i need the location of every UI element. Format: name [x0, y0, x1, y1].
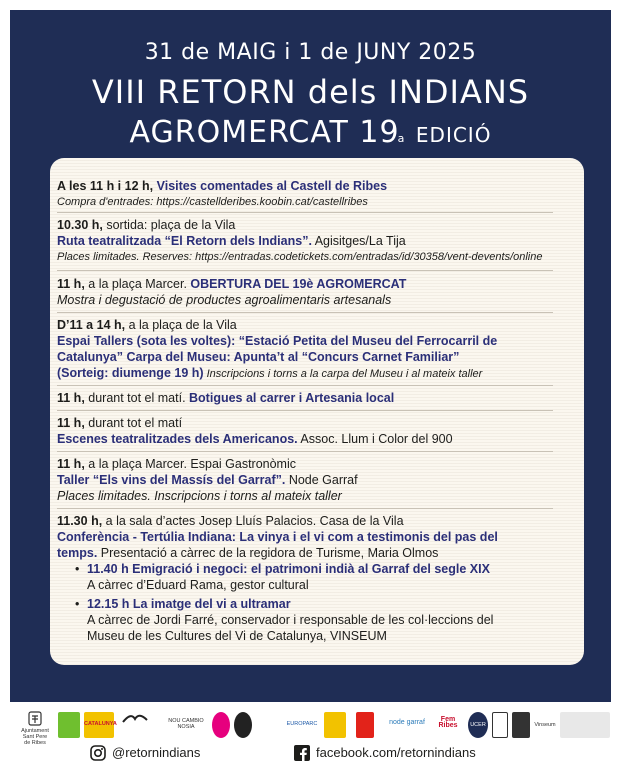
bird-icon — [121, 712, 149, 726]
event-2-place: sortida: plaça de la Vila — [102, 218, 236, 232]
edition-main: AGROMERCAT 19 — [129, 115, 400, 150]
event-8-sub-2 — [75, 596, 555, 644]
divider — [57, 451, 553, 452]
coat-of-arms-icon — [28, 712, 42, 726]
divider — [57, 385, 553, 386]
event-8-time: 11.30 h, — [57, 514, 103, 528]
dark-logo — [234, 712, 252, 738]
nou-cambio-label: NOU CAMBIO NOSIA — [168, 718, 204, 730]
sponsor-logos — [20, 712, 610, 746]
event-7-title: Taller “Els vins del Massís del Garraf”. — [57, 473, 286, 487]
catalunya-label: CATALUNYA — [84, 721, 117, 727]
event-7 — [57, 456, 553, 504]
bullet: • — [75, 597, 80, 611]
europarc-logo — [282, 712, 322, 738]
event-4-title-2: Catalunya” Carpa del Museu: Apunta’t al “Concurs Carnet Familiar” — [57, 350, 460, 364]
event-4 — [57, 317, 553, 382]
event-2-note: Places limitades. Reserves: https://entradas.codetickets.com/entradas/id/30358/vent-devents/online — [57, 251, 543, 263]
event-7-place: a la plaça Marcer. Espai Gastronòmic — [84, 457, 296, 471]
event-7-note: Places limitades. Inscripcions i torns al mateix taller — [57, 489, 342, 503]
event-8-sub-1 — [75, 561, 555, 593]
event-8-sub-2-desc-2: Museu de les Cultures del Vi de Catalunya, VINSEUM — [87, 629, 387, 643]
fem-ribes-logo — [432, 712, 464, 738]
event-5-title: Botigues al carrer i Artesania local — [189, 391, 395, 405]
event-4-note: Inscripcions i torns a la carpa del Museu i al mateix taller — [203, 368, 483, 380]
event-8-title-2: temps. — [57, 546, 98, 560]
facebook-icon[interactable] — [294, 745, 310, 761]
event-1 — [57, 178, 553, 210]
event-2 — [57, 217, 553, 265]
event-6-org: Assoc. Llum i Color del 900 — [297, 432, 453, 446]
event-7-org: Node Garraf — [285, 473, 358, 487]
nou-cambio-logo — [166, 712, 206, 738]
vinseum-logo — [534, 712, 556, 738]
event-2-org: Agisitges/La Tija — [311, 234, 406, 248]
divider — [57, 212, 553, 213]
europarc-label: EUROPARC — [286, 721, 318, 727]
event-6-place: durant tot el matí — [84, 416, 183, 430]
event-1-title: Visites comentades al Castell de Ribes — [156, 179, 388, 193]
vinseum-label: Vinseum — [534, 722, 556, 728]
event-2-time: 10.30 h, — [57, 218, 103, 232]
event-3-title: OBERTURA DEL 19è AGROMERCAT — [190, 277, 407, 291]
museum-logo — [560, 712, 610, 738]
node-garraf-label: node garraf — [389, 719, 425, 726]
event-8-sub-2-title: 12.15 h La imatge del vi a ultramar — [87, 597, 291, 611]
edition-word: EDICIÓ — [415, 123, 492, 147]
event-5 — [57, 390, 553, 406]
divider — [57, 270, 553, 271]
green-logo — [58, 712, 80, 738]
event-3-desc: Mostra i degustació de productes agroalimentaris artesanals — [57, 293, 392, 307]
event-8 — [57, 513, 553, 561]
event-dates: 31 de MAIG i 1 de JUNY 2025 — [144, 40, 477, 65]
edition-sup: a — [397, 132, 406, 145]
event-8-sub-1-desc: A càrrec d’Eduard Rama, gestor cultural — [87, 578, 309, 592]
divider — [57, 410, 553, 411]
event-4-title-3: (Sorteig: diumenge 19 h) — [57, 366, 204, 380]
event-8-sub-2-desc-1: A càrrec de Jordi Farré, conservador i responsable de les col·leccions del — [87, 613, 494, 627]
fem-ribes-label: Fem Ribes — [438, 716, 458, 729]
event-4-time: D’11 a 14 h, — [57, 318, 126, 332]
event-1-time: A les 11 h i 12 h, — [57, 179, 154, 193]
instagram-icon[interactable] — [90, 745, 106, 761]
event-title: VIII RETORN dels INDIANS — [91, 73, 530, 111]
edition-line — [10, 116, 611, 156]
event-8-place: a la sala d’actes Josep Lluís Palacios. Casa de la Vila — [102, 514, 404, 528]
event-3 — [57, 276, 553, 308]
event-4-title-1: Espai Tallers (sota les voltes): “Estació Petita del Museu del Ferrocarril de — [57, 334, 498, 348]
bird-logo — [120, 712, 150, 738]
yellow-logo — [324, 712, 346, 738]
ucer-label: UCER — [470, 722, 486, 728]
event-2-title: Ruta teatralitzada “El Retorn dels Indians”. — [57, 234, 312, 248]
footer — [0, 745, 621, 767]
divider — [57, 508, 553, 509]
event-6-title: Escenes teatralitzades dels Americanos. — [57, 432, 298, 446]
event-4-place: a la plaça de la Vila — [125, 318, 237, 332]
event-3-time: 11 h, — [57, 277, 85, 291]
event-6-time: 11 h, — [57, 416, 85, 430]
event-7-time: 11 h, — [57, 457, 85, 471]
black-logo — [512, 712, 530, 738]
square-logo — [492, 712, 508, 738]
event-5-place: durant tot el matí. — [84, 391, 190, 405]
node-garraf-logo — [386, 712, 428, 738]
instagram-handle[interactable]: @retornindians — [112, 745, 201, 760]
event-1-note: Compra d'entrades: https://castellderibes.koobin.cat/castellribes — [57, 196, 368, 208]
bullet: • — [75, 562, 80, 576]
ucer-logo — [468, 712, 488, 738]
event-8-title-1: Conferència - Tertúlia Indiana: La vinya i el vi com a testimonis del pas del — [57, 530, 498, 544]
event-3-place: a la plaça Marcer. — [84, 277, 191, 291]
pink-logo — [212, 712, 230, 738]
event-8-desc: Presentació a càrrec de la regidora de Turisme, Maria Olmos — [97, 546, 439, 560]
catalunya-logo — [84, 712, 117, 738]
divider — [57, 312, 553, 313]
red-logo — [356, 712, 374, 738]
event-8-sub-1-title: 11.40 h Emigració i negoci: el patrimoni indià al Garraf del segle XIX — [87, 562, 490, 576]
event-6 — [57, 415, 553, 447]
event-5-time: 11 h, — [57, 391, 85, 405]
ajuntament-logo — [20, 712, 50, 746]
ajuntament-label: Ajuntament Sant Pere de Ribes — [21, 728, 49, 746]
facebook-url[interactable]: facebook.com/retornindians — [316, 745, 476, 760]
